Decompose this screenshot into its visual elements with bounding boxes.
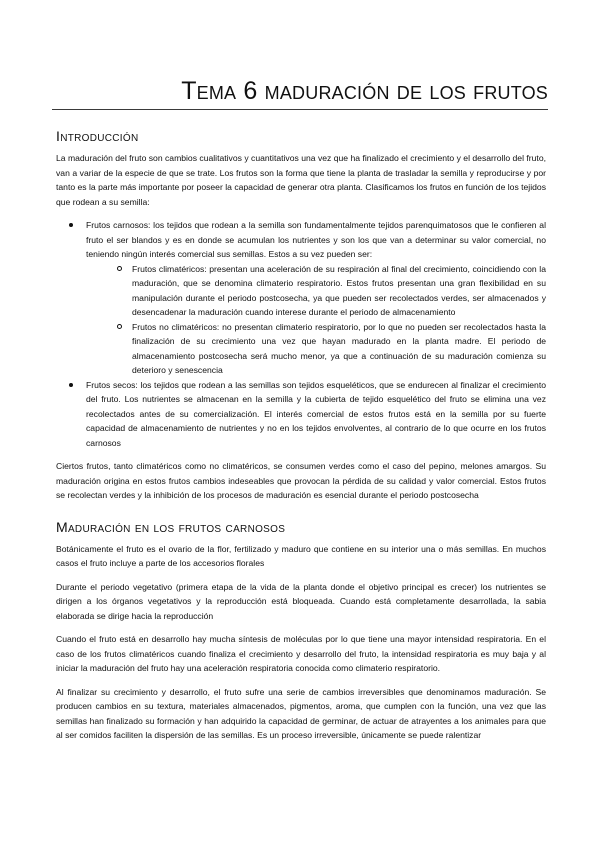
paragraph: Durante el periodo vegetativo (primera etapa de la vida de la planta donde el objetivo principal es crecer) los nutrientes se dirigen a los órganos vegetativos y la reproducción está bloqueada. Cuando está completamente desarrollada, la sabia elaborada se dirige hacia la reproducción bbox=[56, 581, 546, 621]
list-item-text: Frutos carnosos: los tejidos que rodean a la semilla son fundamentalmente tejidos parenquimatosos que le confieren al fruto el ser blandos y es en donde se acumulan los nutrientes y son los que van a determinar su valor comercial, no teniendo ningún interés comercial sus semillas. Estos a su vez pueden ser: bbox=[86, 220, 546, 259]
section-heading-maduracion: Maduración en los frutos carnosos bbox=[56, 518, 286, 535]
list-item-text: Frutos secos: los tejidos que rodean a las semillas son tejidos esqueléticos, que se endurecen al finalizar el crecimiento del fruto. Los nutrientes se almacenan en la semilla y la cubierta de tejido esquelético del fruto se elimina una vez recolectados antes de su comercialización. El interés comercial de estos frutos está en la semilla por su fuerte capacidad de almacenamiento de nutrientes y no en los tejidos envolventes, al contrario de lo que ocurre en los frutos carnosos bbox=[86, 379, 546, 448]
intro-paragraph: La maduración del fruto son cambios cualitativos y cuantitativos una vez que ha finalizado el crecimiento y el desarrollo del fruto, van a variar de la especie de que se trate. Los frutos son la forma que tiene la planta de trasladar la semilla y reproducirse y por tanto es la parte más importante por poseer la capacidad de generar otra planta. Clasificamos los frutos en función de los tejidos que rodean a su semilla: bbox=[56, 153, 546, 207]
page-title: Tema 6 maduración de los frutos bbox=[52, 78, 548, 110]
fruit-type-list bbox=[56, 218, 546, 450]
list-item-frutos-secos bbox=[86, 378, 546, 451]
paragraph: Botánicamente el fruto es el ovario de la flor, fertilizado y maduro que contiene en su interior una o más semillas. En muchos casos el fruto incluye a parte de los accesorios florales bbox=[56, 543, 546, 568]
sublist-item-no-climatericos: Frutos no climatéricos: no presentan climaterio respiratorio, por lo que no pueden ser recolectados hasta la finalización de su crecimiento una vez que hayan madurado en la planta madre. El periodo de almacenamiento postcosecha será mucho menor, ya que a continuación de su maduración comienza su deterioro y senescencia bbox=[132, 320, 546, 378]
sublist-item-climatericos: Frutos climatéricos: presentan una aceleración de su respiración al final del crecimiento, coincidiendo con la maduración, que se denomina climaterio respiratorio. Estos frutos presentan una gran flexibilidad en su manipulación durante el periodo postcosecha, ya que pueden ser recolectados verdes, ser almacenados y desencadenar la maduración cuando interese durante el periodo de almacenamiento bbox=[132, 262, 546, 320]
sublist-carnosos bbox=[86, 262, 546, 378]
paragraph: Al finalizar su crecimiento y desarrollo, el fruto sufre una serie de cambios irreversibles que denominamos maduración. Se producen cambios en su textura, materiales almacenados, pigmentos, aroma, que cumplen con la función, una vez que las semillas han finalizado su formación y han adquirido la capacidad de germinar, de actuar de atrayentes a los animales para que al ser comidos faciliten la dispersión de las semillas. Es un proceso irreversible, únicamente se puede ralentizar bbox=[56, 686, 546, 740]
paragraph: Cuando el fruto está en desarrollo hay mucha síntesis de moléculas por lo que tiene una mayor intensidad respiratoria. En el caso de los frutos climatéricos cuando finaliza el crecimiento y desarrollo del fruto, la intensidad respiratoria es muy baja y al iniciar la maduración del fruto hay una aceleración respiratoria conocida como climaterio respiratorio. bbox=[56, 634, 546, 673]
section-heading-introduccion: Introducción bbox=[56, 128, 139, 144]
list-item-frutos-carnosos bbox=[86, 218, 546, 378]
document-body bbox=[56, 128, 546, 752]
closing-paragraph: Ciertos frutos, tanto climatéricos como no climatéricos, se consumen verdes como el caso del pepino, melones amargos. Su maduración origina en estos frutos cambios indeseables que provocan la pérdida de su calidad y valor comercial. Estos frutos se recolectan verdes y la inhibición de los procesos de maduración es esencial durante el periodo postcosecha bbox=[56, 461, 546, 500]
